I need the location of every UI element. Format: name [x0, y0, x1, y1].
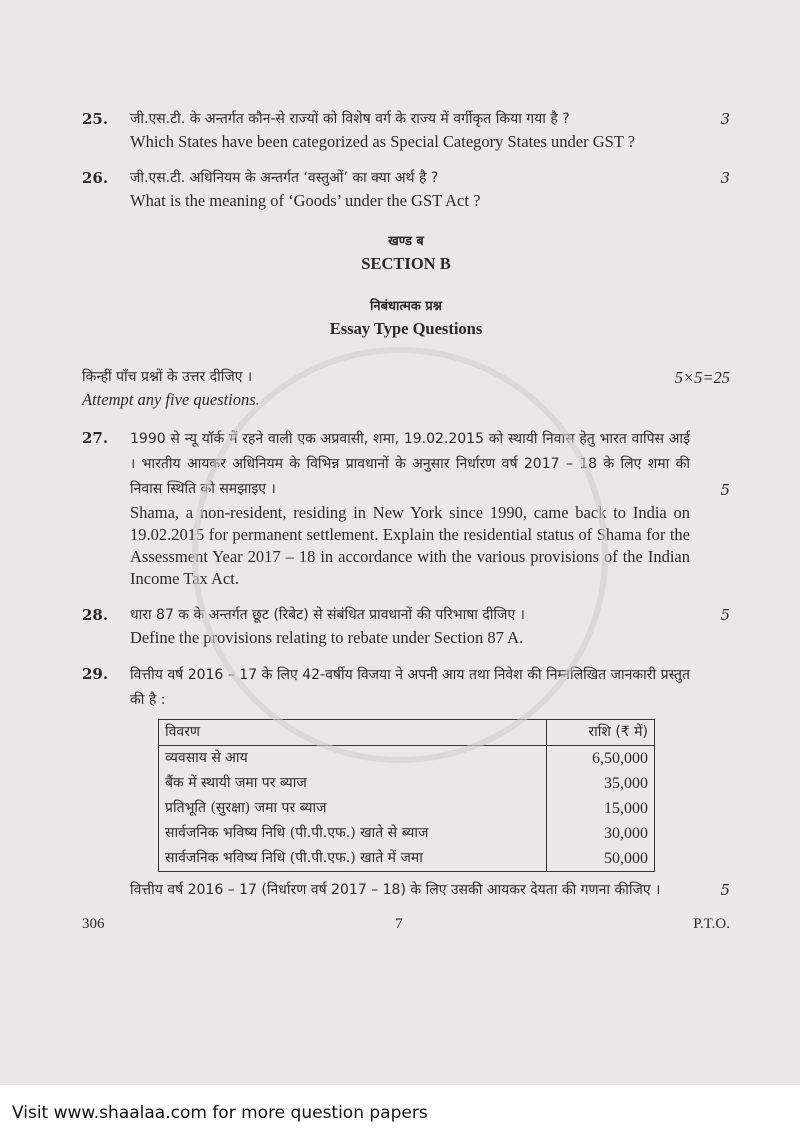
question-28 — [82, 604, 730, 649]
question-english: Which States have been categorized as Special Category States under GST ? — [130, 132, 636, 151]
section-title: SECTION B — [361, 254, 451, 273]
promo-banner — [0, 1085, 800, 1141]
table-row — [159, 771, 655, 796]
section-type: Essay Type Questions — [329, 319, 483, 338]
question-hindi: धारा 87 क के अन्तर्गत छूट (रिबेट) से संबंधित प्रावधानों की परिभाषा दीजिए । — [130, 607, 525, 623]
instruction-english: Attempt any five questions. — [82, 390, 260, 409]
paper-code: 306 — [82, 916, 105, 932]
table-cell: बैंक में स्थायी जमा पर ब्याज — [165, 775, 307, 791]
question-25 — [82, 108, 730, 153]
instruction-hindi: किन्हीं पाँच प्रश्नों के उत्तर दीजिए । — [82, 369, 253, 385]
section-title-hindi: खण्ड ब — [388, 234, 424, 249]
page-footer — [82, 916, 730, 933]
question-26 — [82, 167, 730, 212]
section-marks: 5×5=25 — [674, 368, 730, 387]
question-number: 26. — [82, 169, 109, 187]
table-cell: सार्वजनिक भविष्य निधि (पी.पी.एफ.) खाते से ब्याज — [165, 825, 429, 841]
question-number: 28. — [82, 606, 109, 624]
question-29 — [82, 663, 730, 902]
table-header: राशि (₹ में) — [547, 720, 655, 746]
marks: 3 — [720, 110, 730, 128]
question-number: 25. — [82, 110, 109, 128]
question-hindi: जी.एस.टी. के अन्तर्गत कौन-से राज्यों को विशेष वर्ग के राज्य में वर्गीकृत किया गया है ? — [130, 111, 570, 127]
income-table — [158, 719, 655, 872]
marks: 3 — [720, 169, 730, 187]
question-29-task: वित्तीय वर्ष 2016 – 17 (निर्धारण वर्ष 2017 – 18) के लिए उसकी आयकर देयता की गणना कीजिए । — [130, 882, 661, 898]
table-cell: प्रतिभूति (सुरक्षा) जमा पर ब्याज — [165, 800, 327, 816]
promo-text[interactable]: Visit www.shaalaa.com for more question papers — [12, 1103, 428, 1123]
table-cell-amount: 30,000 — [547, 821, 655, 846]
table-row — [159, 796, 655, 821]
table-header: विवरण — [159, 720, 547, 746]
table-cell-amount: 50,000 — [547, 846, 655, 872]
marks: 5 — [720, 881, 730, 899]
question-english: What is the meaning of ‘Goods’ under the GST Act ? — [130, 191, 481, 210]
page-number: 7 — [395, 916, 403, 932]
question-english: Define the provisions relating to rebate under Section 87 A. — [130, 628, 524, 647]
question-hindi: 1990 से न्यू यॉर्क में रहने वाली एक अप्रवासी, शमा, 19.02.2015 को स्थायी निवास हेतु भारत वापिस आई । भारतीय आयकर अधिनियम के विभिन्न प्रावधानों के अनुसार निर्धारण वर्ष 2017 – 18 के लिए शमा की निवास स्थिति को समझाइए । — [130, 431, 690, 497]
instruction — [82, 366, 730, 411]
table-header-row — [159, 720, 655, 746]
marks: 5 — [720, 481, 730, 499]
table-cell-amount: 15,000 — [547, 796, 655, 821]
question-number: 29. — [82, 665, 109, 683]
question-29-hindi: वित्तीय वर्ष 2016 – 17 के लिए 42-वर्षीय विजया ने अपनी आय तथा निवेश की निम्नलिखित जानकारी प्रस्तुत की है : — [130, 667, 690, 708]
question-27 — [82, 427, 730, 590]
table-row — [159, 746, 655, 772]
table-cell: व्यवसाय से आय — [165, 750, 248, 766]
table-cell: सार्वजनिक भविष्य निधि (पी.पी.एफ.) खाते में जमा — [165, 850, 423, 866]
table-cell-amount: 6,50,000 — [547, 746, 655, 772]
table-cell-amount: 35,000 — [547, 771, 655, 796]
marks: 5 — [720, 606, 730, 624]
section-type-hindi: निबंधात्मक प्रश्न — [370, 299, 442, 314]
table-row — [159, 846, 655, 872]
question-hindi: जी.एस.टी. अधिनियम के अन्तर्गत ‘वस्तुओं’ का क्या अर्थ है ? — [130, 170, 439, 186]
pto-label: P.T.O. — [693, 916, 730, 932]
table-row — [159, 821, 655, 846]
question-english: Shama, a non-resident, residing in New York since 1990, came back to India on 19.02.2015 for permanent settlement. Explain the residential status of Shama for the Assessment Year 2017 – 18 in accordance with the various provisions of the Indian Income Tax Act. — [130, 503, 690, 588]
question-number: 27. — [82, 429, 109, 447]
